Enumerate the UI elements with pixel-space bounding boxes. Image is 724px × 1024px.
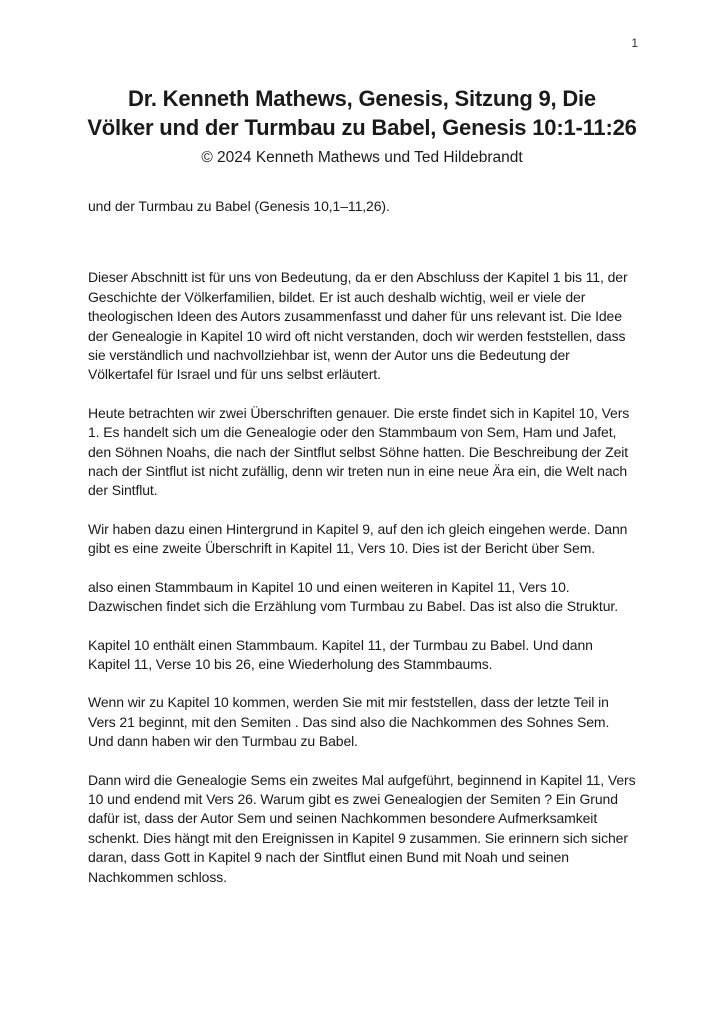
paragraph-2: Heute betrachten wir zwei Überschriften genauer. Die erste findet sich in Kapitel 10, Vers 1. Es handelt sich um die Genealogie oder den Stammbaum von Sem, Ham und Jafet, den Söhnen Noahs, die nach der Sintflut selbst Söhne hatten. Die Beschreibung der Zeit nach der Sintflut ist nicht zufällig, denn wir treten nun in eine neue Ära ein, die Welt nach der Sintflut. bbox=[88, 404, 630, 499]
document-title-line-2: Völker und der Turmbau zu Babel, Genesis 10:1-11:26 bbox=[87, 115, 637, 140]
paragraph-5: Kapitel 10 enthält einen Stammbaum. Kapitel 11, der Turmbau zu Babel. Und dann Kapitel 11, Verse 10 bis 26, eine Wiederholung des Stammbaums. bbox=[88, 636, 593, 672]
copyright-line: © 2024 Kenneth Mathews und Ted Hildebrandt bbox=[201, 149, 523, 166]
document-title bbox=[30, 84, 694, 142]
intro-line: und der Turmbau zu Babel (Genesis 10,1–11,26). bbox=[88, 198, 390, 214]
document-body bbox=[0, 197, 724, 887]
document-header bbox=[0, 0, 724, 168]
paragraph-6: Wenn wir zu Kapitel 10 kommen, werden Sie mit mir feststellen, dass der letzte Teil in Vers 21 beginnt, mit den Semiten . Das sind also die Nachkommen des Sohnes Sem. Und dann haben wir den Turmbau zu Babel. bbox=[88, 694, 610, 750]
paragraph-1: Dieser Abschnitt ist für uns von Bedeutung, da er den Abschluss der Kapitel 1 bis 11, der Geschichte der Völkerfamilien, bildet. Er ist auch deshalb wichtig, weil er viele der theologischen Ideen des Autors zusammenfasst und daher für uns relevant ist. Die Idee der Genealogie in Kapitel 10 wird oft nicht verstanden, doch wir werden feststellen, dass sie verständlich und nachvollziehbar ist, wenn der Autor uns die Bedeutung der Völkertafel für Israel und für uns selbst erläutert. bbox=[88, 269, 628, 383]
paragraph-7: Dann wird die Genealogie Sems ein zweites Mal aufgeführt, beginnend in Kapitel 11, Vers 10 und endend mit Vers 26. Warum gibt es zwei Genealogien der Semiten ? Ein Grund dafür ist, dass der Autor Sem und seinen Nachkommen besondere Aufmerksamkeit schenkt. Dies hängt mit den Ereignissen in Kapitel 9 zusammen. Sie erinnern sich sicher daran, dass Gott in Kapitel 9 nach der Sintflut einen Bund mit Noah und seinen Nachkommen schloss. bbox=[88, 771, 636, 885]
paragraph-4: also einen Stammbaum in Kapitel 10 und einen weiteren in Kapitel 11, Vers 10. Dazwischen findet sich die Erzählung vom Turmbau zu Babel. Das ist also die Struktur. bbox=[88, 578, 618, 615]
paragraph-3: Wir haben dazu einen Hintergrund in Kapitel 9, auf den ich gleich eingehen werde. Dann gibt es eine zweite Überschrift in Kapitel 11, Vers 10. Dies ist der Bericht über Sem. bbox=[88, 520, 628, 557]
document-title-line-1: Dr. Kenneth Mathews, Genesis, Sitzung 9, Die bbox=[128, 86, 596, 111]
page-number: 1 bbox=[631, 36, 638, 50]
